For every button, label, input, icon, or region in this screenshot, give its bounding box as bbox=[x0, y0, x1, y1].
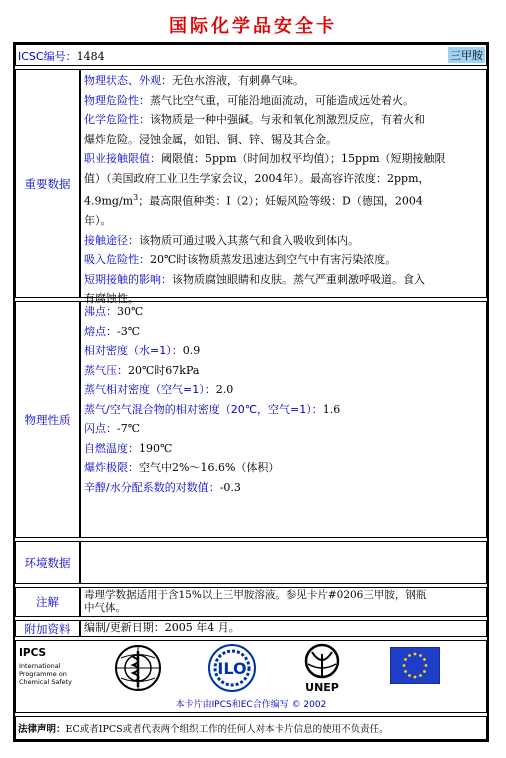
phys-hazard-key: 物理危险性： bbox=[84, 93, 150, 107]
unep-label: UNEP bbox=[305, 681, 339, 694]
chem-hazard-value-1: 该物质是一种中强碱。与汞和氧化剂激烈反应，有着火和 bbox=[150, 113, 425, 126]
prop-row bbox=[84, 400, 486, 420]
prop-key: 蒸气压： bbox=[84, 363, 128, 377]
env-label: 环境数据 bbox=[24, 555, 71, 570]
occ-limit-unit: 4.9mg/m bbox=[84, 194, 134, 208]
important-content bbox=[84, 71, 486, 309]
prop-value: 2.0 bbox=[215, 383, 234, 396]
credit-text: 本卡片由IPCS和EC合作编写 © 2002 bbox=[175, 700, 327, 710]
prop-row bbox=[84, 302, 486, 322]
legal-value: EC或者IPCS或者代表两个组织工作的任何人对本卡片信息的使用不负责任。 bbox=[65, 724, 389, 735]
prop-value: 0.9 bbox=[182, 344, 201, 357]
prop-value: -0.3 bbox=[219, 480, 241, 494]
prop-key: 闪点： bbox=[84, 422, 117, 435]
prop-key: 蒸气/空气混合物的相对密度（20℃，空气=1）： bbox=[84, 402, 323, 416]
ipcs-sub-1: International bbox=[19, 662, 61, 670]
chemical-name: 三甲胺 bbox=[450, 49, 483, 62]
occ-limit-key: 职业接触限值： bbox=[84, 152, 161, 165]
ipcs-sub-3: Chemical Safety bbox=[19, 678, 73, 686]
phys-hazard-value: 蒸气比空气重，可能沿地面流动，可能造成远处着火。 bbox=[150, 93, 414, 107]
chem-hazard-value-2: 爆炸危险。浸蚀金属，如铝、铜、锌、锡及其合金。 bbox=[84, 132, 337, 146]
prop-row bbox=[84, 361, 486, 381]
prop-key: 沸点： bbox=[84, 305, 117, 318]
eu-flag-icon bbox=[390, 647, 440, 684]
short-term-value-2: 有腐蚀性。 bbox=[84, 292, 139, 306]
prop-key: 自燃温度： bbox=[84, 441, 139, 455]
icsc-label: ICSC编号： bbox=[18, 50, 77, 63]
who-logo-icon bbox=[113, 643, 163, 693]
legal-line bbox=[18, 721, 389, 735]
route-value: 该物质可通过吸入其蒸气和食入吸收到体内。 bbox=[139, 233, 359, 247]
prop-value: 30℃ bbox=[117, 305, 144, 318]
ipcs-block bbox=[19, 647, 72, 686]
icsc-line bbox=[18, 48, 105, 64]
prop-key: 熔点： bbox=[84, 324, 117, 338]
prop-row bbox=[84, 322, 486, 342]
occ-limit-value-4: 年）。 bbox=[84, 214, 112, 228]
short-term-key: 短期接触的影响： bbox=[84, 272, 172, 286]
ipcs-title: IPCS bbox=[19, 647, 47, 659]
state-value: 无色水溶液，有刺鼻气味。 bbox=[172, 74, 304, 87]
prop-row bbox=[84, 419, 486, 439]
prop-value: 1.6 bbox=[322, 402, 341, 416]
svg-text:ILO: ILO bbox=[217, 659, 247, 678]
important-label: 重要数据 bbox=[24, 176, 71, 191]
occ-limit-value-1: 阈限值：5ppm（时间加权平均值）；15ppm（短期接触限 bbox=[161, 152, 446, 165]
prop-value: 20℃时67kPa bbox=[128, 363, 200, 377]
prop-key: 相对密度（水=1）： bbox=[84, 344, 183, 357]
ipcs-sub-2: Programme on bbox=[19, 670, 67, 678]
prop-row bbox=[84, 439, 486, 459]
prop-value: 190℃ bbox=[139, 441, 173, 455]
prop-value: -3℃ bbox=[117, 324, 141, 338]
physical-content bbox=[84, 302, 486, 497]
occ-limit-value-2: 值）（美国政府工业卫生学家会议，2004年）。最高容许浓度：2ppm， bbox=[84, 171, 430, 185]
prop-value: 空气中2%～16.6%（体积） bbox=[139, 461, 280, 474]
notes-label: 注解 bbox=[36, 595, 59, 609]
prop-key: 蒸气相对密度（空气=1）： bbox=[84, 383, 216, 396]
route-key: 接触途径： bbox=[84, 233, 139, 247]
page-title: 国际化学品安全卡 bbox=[169, 16, 337, 37]
unep-logo-icon bbox=[298, 642, 346, 680]
extra-value: 编制/更新日期：2005 年4 月。 bbox=[84, 621, 240, 634]
ilo-logo-icon bbox=[207, 643, 257, 693]
prop-key: 辛醇/水分配系数的对数值： bbox=[84, 480, 220, 494]
inhalation-value: 20℃时该物质蒸发迅速达到空气中有害污染浓度。 bbox=[150, 253, 397, 267]
notes-line-1: 毒理学数据适用于含15%以上三甲胺溶液。参见卡片#0206三甲胺，钢瓶 bbox=[84, 589, 427, 601]
prop-row bbox=[84, 341, 486, 361]
prop-row bbox=[84, 458, 486, 478]
physical-label: 物理性质 bbox=[24, 412, 71, 427]
inhalation-key: 吸入危险性： bbox=[84, 253, 150, 267]
prop-key: 爆炸极限： bbox=[84, 461, 139, 474]
prop-row bbox=[84, 478, 486, 498]
env-content-cell bbox=[80, 541, 487, 584]
prop-row bbox=[84, 380, 486, 400]
short-term-value-1: 该物质腐蚀眼睛和皮肤。蒸气严重刺激呼吸道。食入 bbox=[172, 272, 425, 286]
prop-value: -7℃ bbox=[117, 422, 141, 435]
legal-key: 法律声明： bbox=[18, 724, 66, 735]
notes-line-2: 中气体。 bbox=[84, 602, 126, 614]
occ-limit-sup: 3 bbox=[133, 193, 139, 202]
occ-limit-value-3 bbox=[84, 188, 486, 211]
occ-limit-rest: ；最高限值种类：I（2）；妊娠风险等级：D（德国，2004 bbox=[138, 194, 423, 208]
chem-hazard-key: 化学危险性： bbox=[84, 113, 150, 126]
icsc-number: 1484 bbox=[76, 50, 105, 63]
extra-label: 附加资料 bbox=[24, 621, 71, 636]
state-key: 物理状态、外观： bbox=[84, 74, 172, 87]
notes-content bbox=[84, 589, 486, 615]
